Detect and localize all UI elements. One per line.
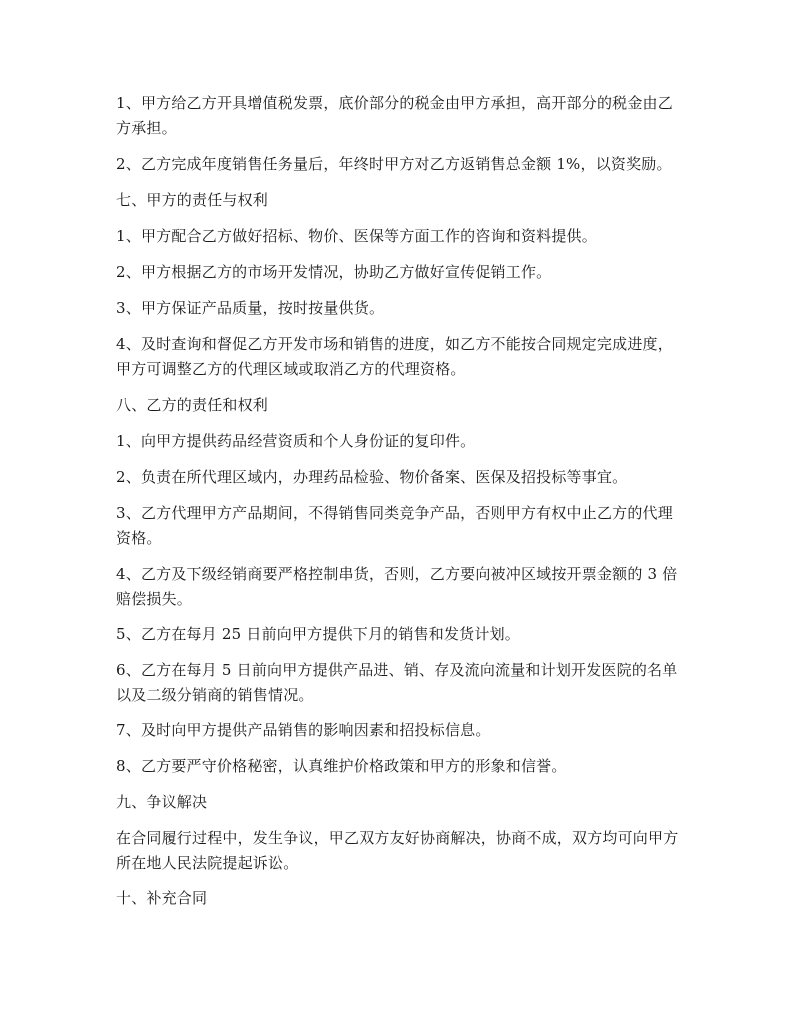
section-heading-7: 七、甲方的责任与权利 [116,191,269,209]
section-heading-10: 十、补充合同 [116,889,208,907]
paragraph-party-b-7: 7、及时向甲方提供产品销售的影响因素和招投标信息。 [116,721,491,739]
paragraph-dispute-resolution: 在合同履行过程中，发生争议，甲乙双方友好协商解决，协商不成，双方均可向甲方所在地人民法院提起诉讼。 [116,829,679,872]
paragraph-party-b-1: 1、向甲方提供药品经营资质和个人身份证的复印件。 [116,432,476,450]
section-heading-9: 九、争议解决 [116,793,208,811]
paragraph-party-a-2: 2、甲方根据乙方的市场开发情况，协助乙方做好宣传促销工作。 [116,263,552,281]
paragraph-party-b-5: 5、乙方在每月 25 日前向甲方提供下月的销售和发货计划。 [116,625,520,643]
paragraph-party-b-8: 8、乙方要严守价格秘密，认真维护价格政策和甲方的形象和信誉。 [116,757,567,775]
paragraph-tax-invoice: 1、甲方给乙方开具增值税发票，底价部分的税金由甲方承担，高开部分的税金由乙方承担。 [116,94,673,137]
paragraph-party-b-2: 2、负责在所代理区域内，办理药品检验、物价备案、医保及招投标等事宜。 [116,468,628,486]
paragraph-party-b-3: 3、乙方代理甲方产品期间，不得销售同类竞争产品，否则甲方有权中止乙方的代理资格。 [116,504,673,547]
paragraph-party-a-3: 3、甲方保证产品质量，按时按量供货。 [116,299,385,317]
paragraph-party-b-4: 4、乙方及下级经销商要严格控制串货，否则，乙方要向被冲区域按开票金额的 3 倍赔偿损失。 [116,565,678,608]
paragraph-party-a-1: 1、甲方配合乙方做好招标、物价、医保等方面工作的咨询和资料提供。 [116,227,597,245]
paragraph-annual-rebate: 2、乙方完成年度销售任务量后，年终时甲方对乙方返销售总金额 1%，以资奖励。 [116,155,672,173]
section-heading-8: 八、乙方的责任和权利 [116,396,269,414]
paragraph-party-b-6: 6、乙方在每月 5 日前向甲方提供产品进、销、存及流向流量和计划开发医院的名单以及二级分销商的销售情况。 [116,661,678,704]
paragraph-party-a-4: 4、及时查询和督促乙方开发市场和销售的进度，如乙方不能按合同规定完成进度，甲方可调整乙方的代理区域或取消乙方的代理资格。 [116,335,673,378]
